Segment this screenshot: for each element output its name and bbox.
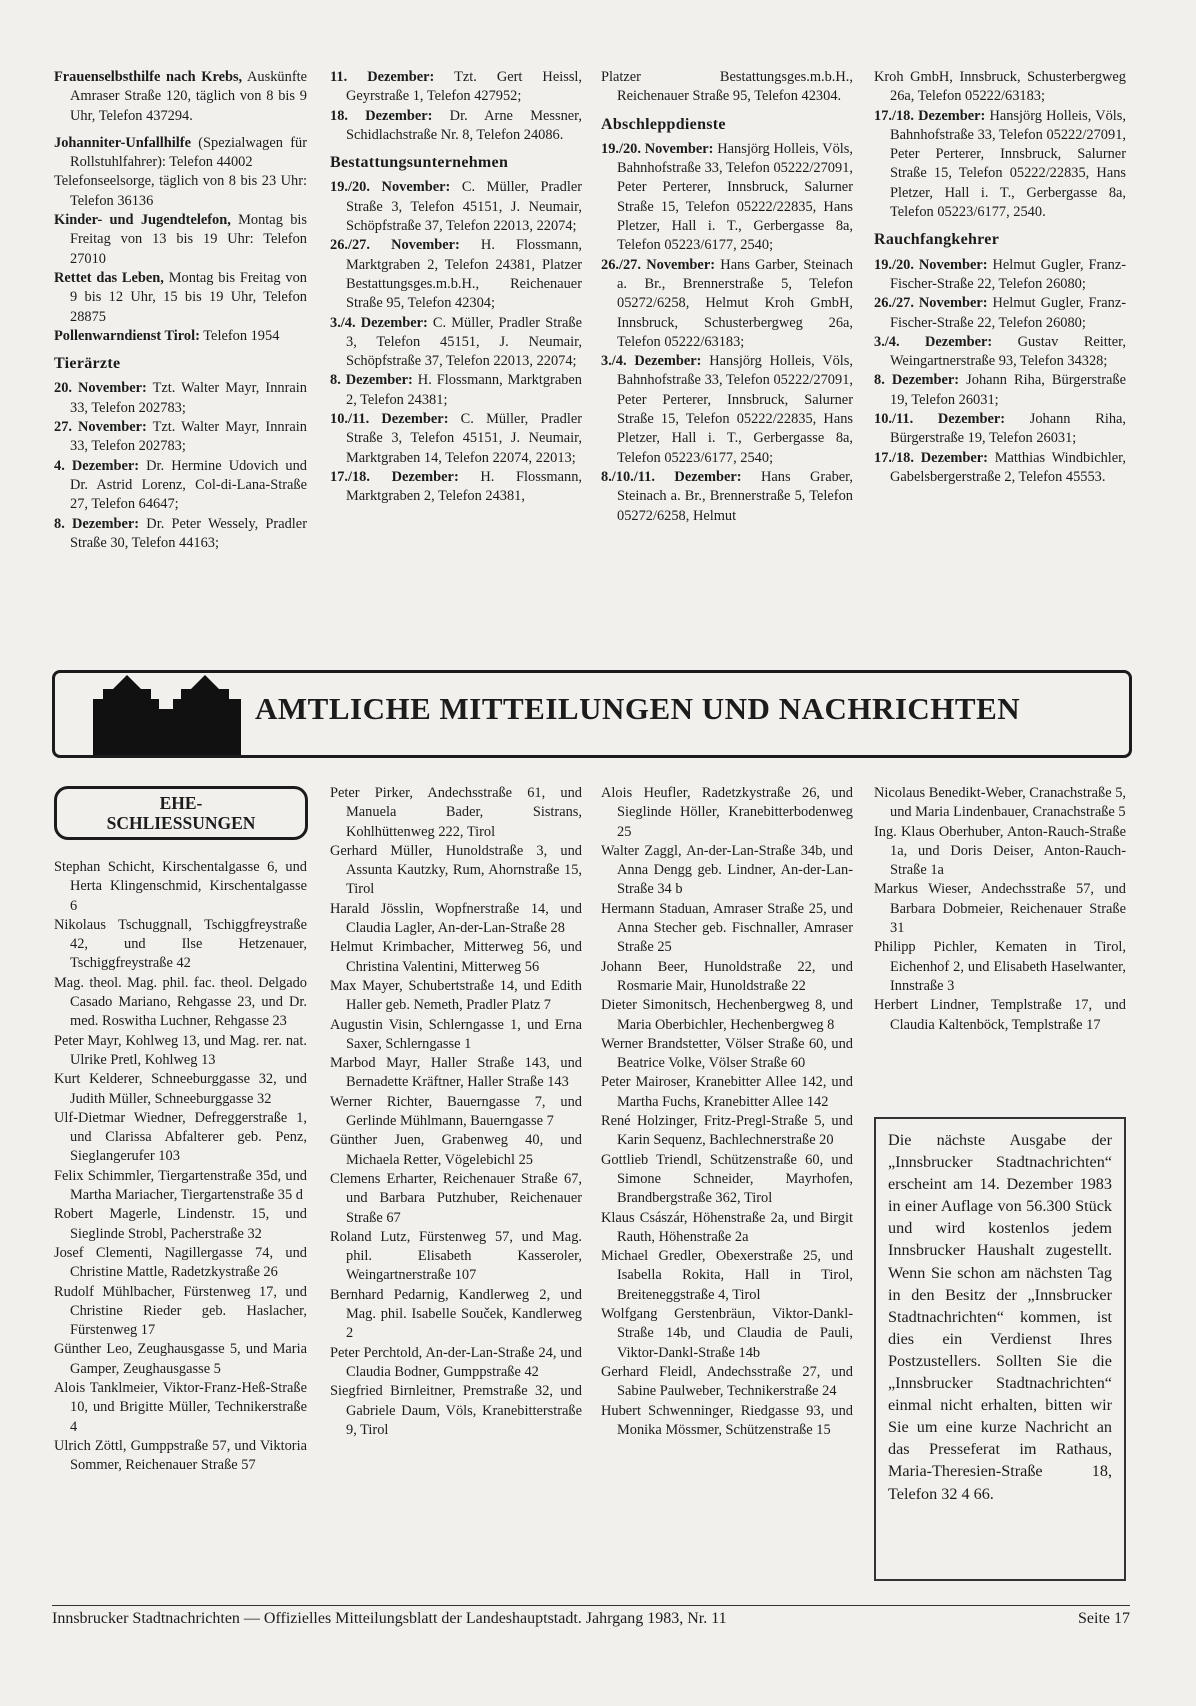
marriage-entry: Gerhard Fleidl, Andechsstraße 27, und Sabine Paulweber, Technikerstraße 24 — [601, 1363, 853, 1400]
entry-text: C. Müller, Pradler Straße 3, Telefon 45151, J. Neumair, Marktgraben 14, Telefon 22074, 22013; — [346, 411, 582, 466]
marriage-entry: Siegfried Birnleitner, Premstraße 32, und Gabriele Daum, Völs, Kranebitterstraße 9, Tirol — [330, 1383, 582, 1438]
spacer — [54, 126, 307, 134]
marriage-entry: Gottlieb Triendl, Schützenstraße 60, und Simone Schneider, Mayrhofen, Brandbergstraße 362, Tirol — [601, 1151, 853, 1207]
entry-text: H. Flossmann, Marktgraben 2, Telefon 24381, — [346, 468, 583, 505]
service-entry — [54, 327, 307, 346]
service-entry — [54, 515, 307, 554]
marriage-entry: Wolfgang Gerstenbräun, Viktor-Dankl-Straße 14b, und Claudia de Pauli, Viktor-Dankl-Straße 14b — [601, 1306, 853, 1361]
marriage-entry: Dieter Simonitsch, Hechenbergweg 8, und Maria Oberbichler, Hechenbergweg 8 — [601, 997, 853, 1033]
marriage-entry: Max Mayer, Schubertstraße 14, und Edith Haller geb. Nemeth, Pradler Platz 7 — [330, 977, 582, 1014]
marriage-entry: Felix Schimmler, Tiergartenstraße 35d, und Martha Mariacher, Tiergartenstraße 35 d — [54, 1167, 307, 1204]
service-entry — [874, 333, 1126, 372]
entry-date: 19./20. November: — [601, 140, 714, 157]
entry-text: Hansjörg Holleis, Völs, Bahnhofstraße 33, Telefon 05222/27091, Peter Perterer, Innsbruck, Salurner Straße 15, Telefon 05222/22835, Hans Pletzer, Hall i. T., Gerbergasse 8a, Telefon 05223/6177, 2540; — [617, 140, 853, 254]
notice-box: Die nächste Ausgabe der „Innsbrucker Stadtnachrichten“ erscheint am 14. Dezember 1983 in einer Auflage von 56.300 Stück und wird kostenlos jedem Innsbrucker Haushalt zugestellt. Wenn Sie schon am nächsten Tag in den Besitz der „Innsbrucker Stadtnachrichten“ kommen, ist dies ein Verdienst Ihres Postzustellers. Sollten Sie die „Innsbrucker Stadtnachrichten“ einmal nicht erhalten, bitten wir Sie um eine kurze Nachricht an das Presseferat im Rathaus, Maria-Theresien-Straße 18, Telefon 32 4 66. — [874, 1117, 1126, 1581]
entry-text: Tzt. Gert Heissl, Geyrstraße 1, Telefon 427952; — [346, 69, 583, 105]
entry-text: Helmut Gugler, Franz-Fischer-Straße 22, Telefon 26080; — [890, 295, 1126, 331]
entry-text: Gustav Reitter, Weingartnerstraße 93, Telefon 34328; — [890, 333, 1126, 370]
entry-date: Frauenselbsthilfe nach Krebs, — [54, 69, 243, 85]
top-column-1 — [54, 68, 307, 553]
entry-date: 18. Dezember: — [330, 107, 433, 124]
entry-date: 20. November: — [54, 380, 147, 397]
marriage-entry: Marbod Mayr, Haller Straße 143, und Bernadette Kräftner, Haller Straße 143 — [330, 1055, 582, 1091]
marriages-column-1 — [54, 858, 307, 1476]
subsection-heading: Rauchfangkehrer — [874, 231, 1000, 249]
top-column-3 — [601, 68, 853, 526]
service-entry — [54, 68, 307, 126]
marriages-column-3 — [601, 784, 853, 1440]
marriage-entry: Hermann Staduan, Amraser Straße 25, und Anna Stecher geb. Fischnaller, Amraser Straße 25 — [601, 900, 853, 956]
marriage-entry: Harald Jösslin, Wopfnerstraße 14, und Claudia Lagler, An-der-Lan-Straße 28 — [330, 900, 582, 937]
entry-text: Matthias Windbichler, Gabelsbergerstraße 2, Telefon 45553. — [890, 449, 1126, 485]
entry-date: 8. Dezember: — [54, 515, 140, 532]
entry-date: 8. Dezember: — [330, 372, 413, 389]
marriage-entry: Ulrich Zöttl, Gumppstraße 57, und Viktoria Sommer, Reichenauer Straße 57 — [54, 1437, 307, 1474]
service-entry — [54, 211, 307, 269]
service-entry — [330, 68, 582, 107]
marriage-entry: Nicolaus Benedikt-Weber, Cranachstraße 5, und Maria Lindenbauer, Cranachstraße 5 — [874, 785, 1127, 821]
entry-date: 17./18. Dezember: — [874, 449, 988, 466]
service-entry — [874, 68, 1126, 107]
marriage-entry: Josef Clementi, Nagillergasse 74, und Christine Mattle, Radetzkystraße 26 — [54, 1244, 307, 1281]
marriage-entry: Werner Brandstetter, Völser Straße 60, und Beatrice Volke, Völser Straße 60 — [601, 1035, 853, 1072]
marriage-entry: Peter Mairoser, Kranebitter Allee 142, und Martha Fuchs, Kranebitter Allee 142 — [601, 1074, 853, 1110]
entry-date: 26./27. November: — [330, 237, 460, 254]
marriage-entry: Hubert Schwenninger, Riedgasse 93, und Monika Mössmer, Schützenstraße 15 — [601, 1402, 853, 1438]
service-entry — [874, 107, 1126, 223]
entry-date: Rettet das Leben, — [54, 269, 164, 286]
entry-text: Montag bis Freitag von 9 bis 12 Uhr, 15 bis 19 Uhr, Telefon 28875 — [70, 269, 307, 325]
section-heading-box — [54, 786, 308, 840]
entry-text: Dr. Hermine Udovich und Dr. Astrid Lorenz, Col-di-Lana-Straße 27, Telefon 64647; — [70, 457, 307, 513]
marriage-entry: Günther Leo, Zeughausgasse 5, und Maria Gamper, Zeughausgasse 5 — [54, 1341, 307, 1377]
marriage-entry: Gerhard Müller, Hunoldstraße 3, und Assunta Kautzky, Rum, Ahornstraße 15, Tirol — [330, 842, 582, 898]
service-entry — [874, 256, 1126, 295]
marriage-entry: Alois Tanklmeier, Viktor-Franz-Heß-Straße 10, und Brigitte Müller, Technikerstraße 4 — [54, 1380, 307, 1435]
entry-text: Dr. Peter Wessely, Pradler Straße 30, Telefon 44163; — [70, 515, 307, 551]
service-entry — [874, 410, 1126, 449]
marriages-column-4 — [874, 784, 1126, 1035]
entry-date: 19./20. November: — [330, 179, 451, 196]
marriage-entry: Augustin Visin, Schlerngasse 1, und Erna Saxer, Schlerngasse 1 — [330, 1016, 582, 1052]
entry-date: 3./4. Dezember: — [601, 353, 702, 370]
service-entry — [601, 468, 853, 526]
top-column-4 — [874, 68, 1126, 487]
service-entry — [601, 352, 853, 468]
entry-date: Johanniter-Unfallhilfe — [54, 134, 191, 151]
banner-title: AMTLICHE MITTEILUNGEN UND NACHRICHTEN — [255, 691, 1021, 726]
subsection-heading: Abschleppdienste — [601, 115, 726, 133]
entry-text: Helmut Gugler, Franz-Fischer-Straße 22, Telefon 26080; — [890, 256, 1126, 292]
entry-text: Hans Garber, Steinach a. Br., Brennerstraße 5, Telefon 05272/6258, Helmut Kroh GmbH, Innsbruck, Schusterbergweg 26a, Telefon 05222/63183; — [617, 256, 853, 350]
marriage-entry: Mag. theol. Mag. phil. fac. theol. Delgado Casado Mariano, Rehgasse 23, und Dr. med. Roswitha Luchner, Rehgasse 23 — [54, 974, 307, 1030]
marriage-entry: Clemens Erharter, Reichenauer Straße 67, und Barbara Putzhuber, Reichenauer Straße 67 — [330, 1170, 582, 1226]
entry-date: 17./18. Dezember: — [330, 468, 459, 485]
marriage-entry: Philipp Pichler, Kematen in Tirol, Eichenhof 2, und Elisabeth Haselwanter, Innstraße 3 — [874, 939, 1126, 994]
marriage-entry: Michael Gredler, Obexerstraße 25, und Isabella Rokita, Hall in Tirol, Breiteneggstraße 4, Tirol — [601, 1248, 853, 1303]
entry-date: Pollenwarndienst Tirol: — [54, 327, 200, 344]
entry-date: 26./27. November: — [601, 256, 715, 273]
marriage-entry: Klaus Császár, Höhenstraße 2a, und Birgit Rauth, Höhenstraße 2a — [601, 1209, 853, 1245]
entry-text: Hansjörg Holleis, Völs, Bahnhofstraße 33, Telefon 05222/27091, Peter Perterer, Innsbruck, Salurner Straße 15, Telefon 05222/22835, Hans Pletzer, Hall i. T., Gerbergasse 8a, Telefon 05223/6177, 2540; — [617, 353, 854, 466]
marriage-entry: Stephan Schicht, Kirschentalgasse 6, und Herta Klingenschmid, Kirschentalgasse 6 — [54, 859, 307, 914]
service-entry — [601, 256, 853, 352]
service-entry — [54, 172, 307, 211]
entry-text: Auskünfte Amraser Straße 120, täglich von 8 bis 9 Uhr, Telefon 437294. — [70, 69, 307, 124]
service-entry — [54, 269, 307, 327]
service-entry — [330, 468, 582, 507]
marriage-entry: Ulf-Dietmar Wiedner, Defreggerstraße 1, und Clarissa Abfalterer geb. Penz, Sieglangerufer 103 — [54, 1109, 307, 1165]
entry-text: Johann Riha, Bürgerstraße 19, Telefon 26031; — [890, 411, 1126, 447]
marriage-entry: Nikolaus Tschuggnall, Tschiggfreystraße 42, und Ilse Hetzenauer, Tschiggfreystraße 42 — [54, 916, 307, 972]
entry-text: Telefonseelsorge, täglich von 8 bis 23 Uhr: Telefon 36136 — [54, 173, 307, 209]
marriage-entry: Peter Mayr, Kohlweg 13, und Mag. rer. nat. Ulrike Pretl, Kohlweg 13 — [54, 1032, 307, 1068]
entry-date: 26./27. November: — [874, 295, 988, 312]
service-entry — [601, 68, 853, 107]
entry-text: Hans Graber, Steinach a. Br., Brennerstraße 5, Telefon 05272/6258, Helmut — [617, 468, 853, 524]
entry-text: H. Flossmann, Marktgraben 2, Telefon 24381, Platzer Bestattungsges.m.b.H., Reichenauer Straße 95, Telefon 42304; — [346, 237, 582, 312]
service-entry — [54, 134, 307, 173]
entry-date: 3./4. Dezember: — [330, 314, 428, 331]
marriage-entry: Herbert Lindner, Templstraße 17, und Claudia Kaltenböck, Templstraße 17 — [874, 997, 1126, 1033]
marriage-entry: René Holzinger, Fritz-Pregl-Straße 5, und Karin Sequenz, Bachlechnerstraße 20 — [601, 1113, 853, 1149]
entry-text: Montag bis Freitag von 13 bis 19 Uhr: Telefon 27010 — [70, 212, 307, 267]
entry-text: Telefon 1954 — [199, 327, 280, 344]
entry-date: 10./11. Dezember: — [330, 411, 449, 428]
service-entry — [330, 107, 582, 146]
service-entry — [330, 410, 582, 468]
marriage-entry: Peter Pirker, Andechsstraße 61, und Manuela Bader, Sistrans, Kohlhüttenweg 222, Tirol — [330, 785, 582, 840]
entry-text: Tzt. Walter Mayr, Innrain 33, Telefon 202783; — [70, 380, 307, 416]
entry-date: 4. Dezember: — [54, 457, 140, 474]
entry-text: (Spezialwagen für Rollstuhlfahrer): Telefon 44002 — [70, 134, 307, 171]
marriage-entry: Johann Beer, Hunoldstraße 22, und Rosmarie Mair, Hunoldstraße 22 — [601, 958, 853, 994]
entry-text: Kroh GmbH, Innsbruck, Schusterbergweg 26a, Telefon 05222/63183; — [874, 69, 1126, 105]
entry-text: C. Müller, Pradler Straße 3, Telefon 45151, J. Neumair, Schöpfstraße 37, Telefon 22013, 22074; — [346, 314, 582, 370]
service-entry — [54, 457, 307, 515]
service-entry — [330, 236, 582, 313]
service-entry — [330, 371, 582, 410]
service-entry — [54, 379, 307, 418]
marriage-entry: Werner Richter, Bauerngasse 7, und Gerlinde Mühlmann, Bauerngasse 7 — [330, 1093, 582, 1130]
entry-date: 27. November: — [54, 419, 147, 436]
entry-text: Johann Riha, Bürgerstraße 19, Telefon 26031; — [890, 372, 1126, 408]
subsection-heading: Tierärzte — [54, 355, 121, 373]
entry-date: 10./11. Dezember: — [874, 411, 1006, 428]
top-column-2 — [330, 68, 582, 507]
subsection-heading: Bestattungsunternehmen — [330, 154, 509, 172]
entry-date: Kinder- und Jugendtelefon, — [54, 212, 231, 229]
city-skyline-icon — [93, 675, 241, 755]
entry-text: H. Flossmann, Marktgraben 2, Telefon 24381; — [346, 372, 582, 408]
marriage-entry: Peter Perchtold, An-der-Lan-Straße 24, und Claudia Bodner, Gumppstraße 42 — [330, 1344, 582, 1380]
marriage-entry: Kurt Kelderer, Schneeburggasse 32, und Judith Müller, Schneeburggasse 32 — [54, 1071, 307, 1107]
entry-text: Hansjörg Holleis, Völs, Bahnhofstraße 33, Telefon 05222/27091, Peter Perterer, Innsbruck, Salurner Straße 15, Telefon 05222/22835, Hans Pletzer, Hall i. T., Gerbergasse 8a, Telefon 05223/6177, 2540. — [890, 107, 1127, 221]
marriage-entry: Roland Lutz, Fürstenweg 57, und Mag. phil. Elisabeth Kasseroler, Weingartnerstraße 107 — [330, 1228, 582, 1284]
entry-text: C. Müller, Pradler Straße 3, Telefon 45151, J. Neumair, Schöpfstraße 37, Telefon 22013, 22074; — [346, 179, 582, 235]
entry-date: 11. Dezember: — [330, 69, 435, 85]
marriage-entry: Walter Zaggl, An-der-Lan-Straße 34b, und Anna Dengg geb. Lindner, An-der-Lan-Straße 34 b — [601, 842, 853, 898]
marriage-entry: Helmut Krimbacher, Mitterweg 56, und Christina Valentini, Mitterweg 56 — [330, 939, 582, 975]
marriage-entry: Günther Juen, Grabenweg 40, und Michaela Retter, Vögelebichl 25 — [330, 1132, 582, 1168]
entry-date: 8./10./11. Dezember: — [601, 468, 742, 485]
section-banner — [52, 670, 1132, 758]
marriage-entry: Robert Magerle, Lindenstr. 15, und Sieglinde Strobl, Pacherstraße 32 — [54, 1206, 307, 1242]
service-entry — [54, 418, 307, 457]
entry-date: 3./4. Dezember: — [874, 333, 993, 350]
entry-text: Dr. Arne Messner, Schidlachstraße Nr. 8, Telefon 24086. — [346, 107, 582, 143]
marriage-entry: Ing. Klaus Oberhuber, Anton-Rauch-Straße 1a, und Doris Deiser, Anton-Rauch-Straße 1a — [874, 823, 1126, 879]
footer-publication: Innsbrucker Stadtnachrichten — Offizielles Mitteilungsblatt der Landeshauptstadt. Jahrgang 1983, Nr. 11 — [52, 1610, 727, 1627]
page-footer — [52, 1605, 1130, 1627]
entry-date: 8. Dezember: — [874, 372, 960, 389]
service-entry — [874, 449, 1126, 488]
section-heading-line2: SCHLIESSUNGEN — [106, 813, 256, 833]
marriage-entry: Alois Heufler, Radetzkystraße 26, und Sieglinde Höller, Kranebitterbodenweg 25 — [601, 785, 853, 840]
marriages-column-2 — [330, 784, 582, 1440]
marriage-entry: Bernhard Pedarnig, Kandlerweg 2, und Mag. phil. Isabelle Souček, Kandlerweg 2 — [330, 1286, 582, 1342]
section-heading-line1: EHE- — [159, 793, 203, 813]
marriage-entry: Rudolf Mühlbacher, Fürstenweg 17, und Christine Rieder geb. Haslacher, Fürstenweg 17 — [54, 1283, 307, 1339]
page-number: Seite 17 — [1078, 1610, 1130, 1627]
marriage-entry: Markus Wieser, Andechsstraße 57, und Barbara Dobmeier, Reichenauer Straße 31 — [874, 881, 1126, 937]
service-entry — [330, 314, 582, 372]
entry-text: Platzer Bestattungsges.m.b.H., Reichenauer Straße 95, Telefon 42304. — [601, 69, 853, 105]
service-entry — [874, 294, 1126, 333]
service-entry — [330, 178, 582, 236]
service-entry — [601, 140, 853, 256]
entry-text: Tzt. Walter Mayr, Innrain 33, Telefon 202783; — [70, 419, 307, 455]
entry-date: 19./20. November: — [874, 256, 988, 273]
service-entry — [874, 371, 1126, 410]
entry-date: 17./18. Dezember: — [874, 107, 986, 124]
